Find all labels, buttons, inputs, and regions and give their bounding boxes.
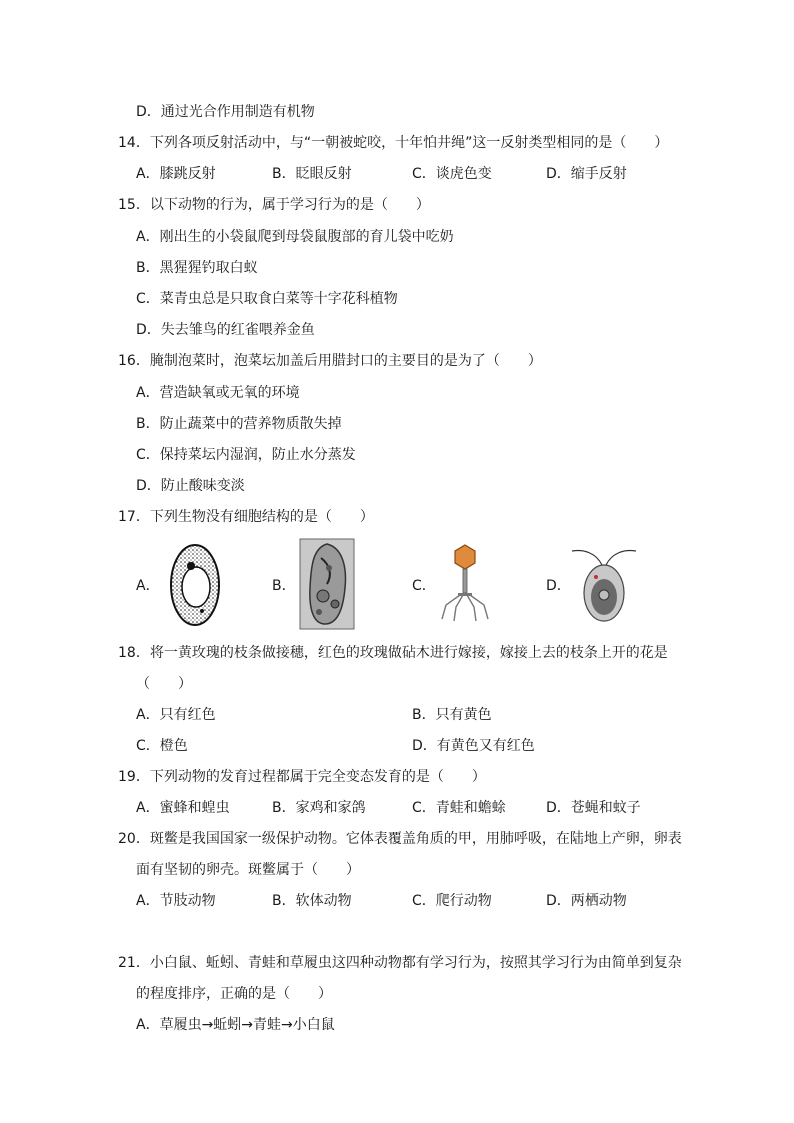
q14-option-a: A．膝跳反射 [136, 166, 216, 182]
q21-option-a: A．草履虫→蚯蚓→青蛙→小白鼠 [136, 1017, 335, 1033]
q19-option-a: A．蜜蜂和蝗虫 [136, 800, 230, 816]
q18-option-a: A．只有红色 [136, 707, 216, 723]
q15-option-d: D．失去雏鸟的红雀喂养金鱼 [136, 322, 315, 338]
q20-option-d: D．两栖动物 [546, 893, 627, 909]
q20-stem-line2: 面有坚韧的卵壳。斑鳖属于（ ） [136, 862, 360, 878]
q20-option-a: A．节肢动物 [136, 893, 216, 909]
q14-stem: 14．下列各项反射活动中，与“一朝被蛇咬，十年怕井绳”这一反射类型相同的是（ ） [118, 135, 669, 151]
q18-option-b: B．只有黄色 [412, 707, 492, 723]
q18-stem-line2: （ ） [136, 676, 192, 692]
q15-option-c: C．菜青虫总是只取食白菜等十字花科植物 [136, 291, 398, 307]
q15-option-b: B．黑猩猩钓取白蚁 [136, 260, 258, 276]
q16-stem: 16．腌制泡菜时，泡菜坛加盖后用腊封口的主要目的是为了（ ） [118, 353, 542, 369]
q14-option-d: D．缩手反射 [546, 166, 627, 182]
q18-option-c: C．橙色 [136, 738, 188, 754]
q16-option-d: D．防止酸味变淡 [136, 478, 245, 494]
q18-option-d: D．有黄色又有红色 [412, 738, 535, 754]
q17-stem: 17．下列生物没有细胞结构的是（ ） [118, 509, 374, 525]
q20-stem-line1: 20．斑鳖是我国国家一级保护动物。它体表覆盖角质的甲，用肺呼吸，在陆地上产卵，卵表 [118, 831, 682, 847]
q19-stem: 19．下列动物的发育过程都属于完全变态发育的是（ ） [118, 769, 486, 785]
q16-option-b: B．防止蔬菜中的营养物质散失掉 [136, 416, 342, 432]
chlamydomonas-icon [566, 543, 642, 627]
q19-option-b: B．家鸡和家鸽 [272, 800, 366, 816]
q21-stem-line1: 21．小白鼠、蚯蚓、青蛙和草履虫这四种动物都有学习行为，按照其学习行为由简单到复杂 [118, 955, 682, 971]
q18-stem-line1: 18．将一黄玫瑰的枝条做接穗，红色的玫瑰做砧木进行嫁接，嫁接上去的枝条上开的花是 [118, 645, 668, 661]
q15-option-a: A．刚出生的小袋鼠爬到母袋鼠腹部的育儿袋中吃奶 [136, 229, 454, 245]
q13-option-d: D．通过光合作用制造有机物 [136, 104, 315, 120]
q17-label-b: B． [272, 578, 296, 594]
q16-option-a: A．营造缺氧或无氧的环境 [136, 385, 300, 401]
q20-option-c: C．爬行动物 [412, 893, 492, 909]
paramecium-icon [299, 538, 355, 630]
bacteriophage-icon [436, 543, 494, 623]
q17-label-c: C． [412, 578, 436, 594]
q19-option-d: D．苍蝇和蚊子 [546, 800, 641, 816]
q14-option-b: B．眨眼反射 [272, 166, 352, 182]
q17-label-a: A． [136, 578, 160, 594]
q19-option-c: C．青蛙和蟾蜍 [412, 800, 506, 816]
q21-stem-line2: 的程度排序，正确的是（ ） [136, 986, 332, 1002]
q15-stem: 15．以下动物的行为，属于学习行为的是（ ） [118, 197, 430, 213]
q17-label-d: D． [546, 578, 571, 594]
yeast-cell-icon [164, 541, 226, 629]
q20-option-b: B．软体动物 [272, 893, 352, 909]
q14-option-c: C．谈虎色变 [412, 166, 492, 182]
q16-option-c: C．保持菜坛内湿润，防止水分蒸发 [136, 447, 356, 463]
